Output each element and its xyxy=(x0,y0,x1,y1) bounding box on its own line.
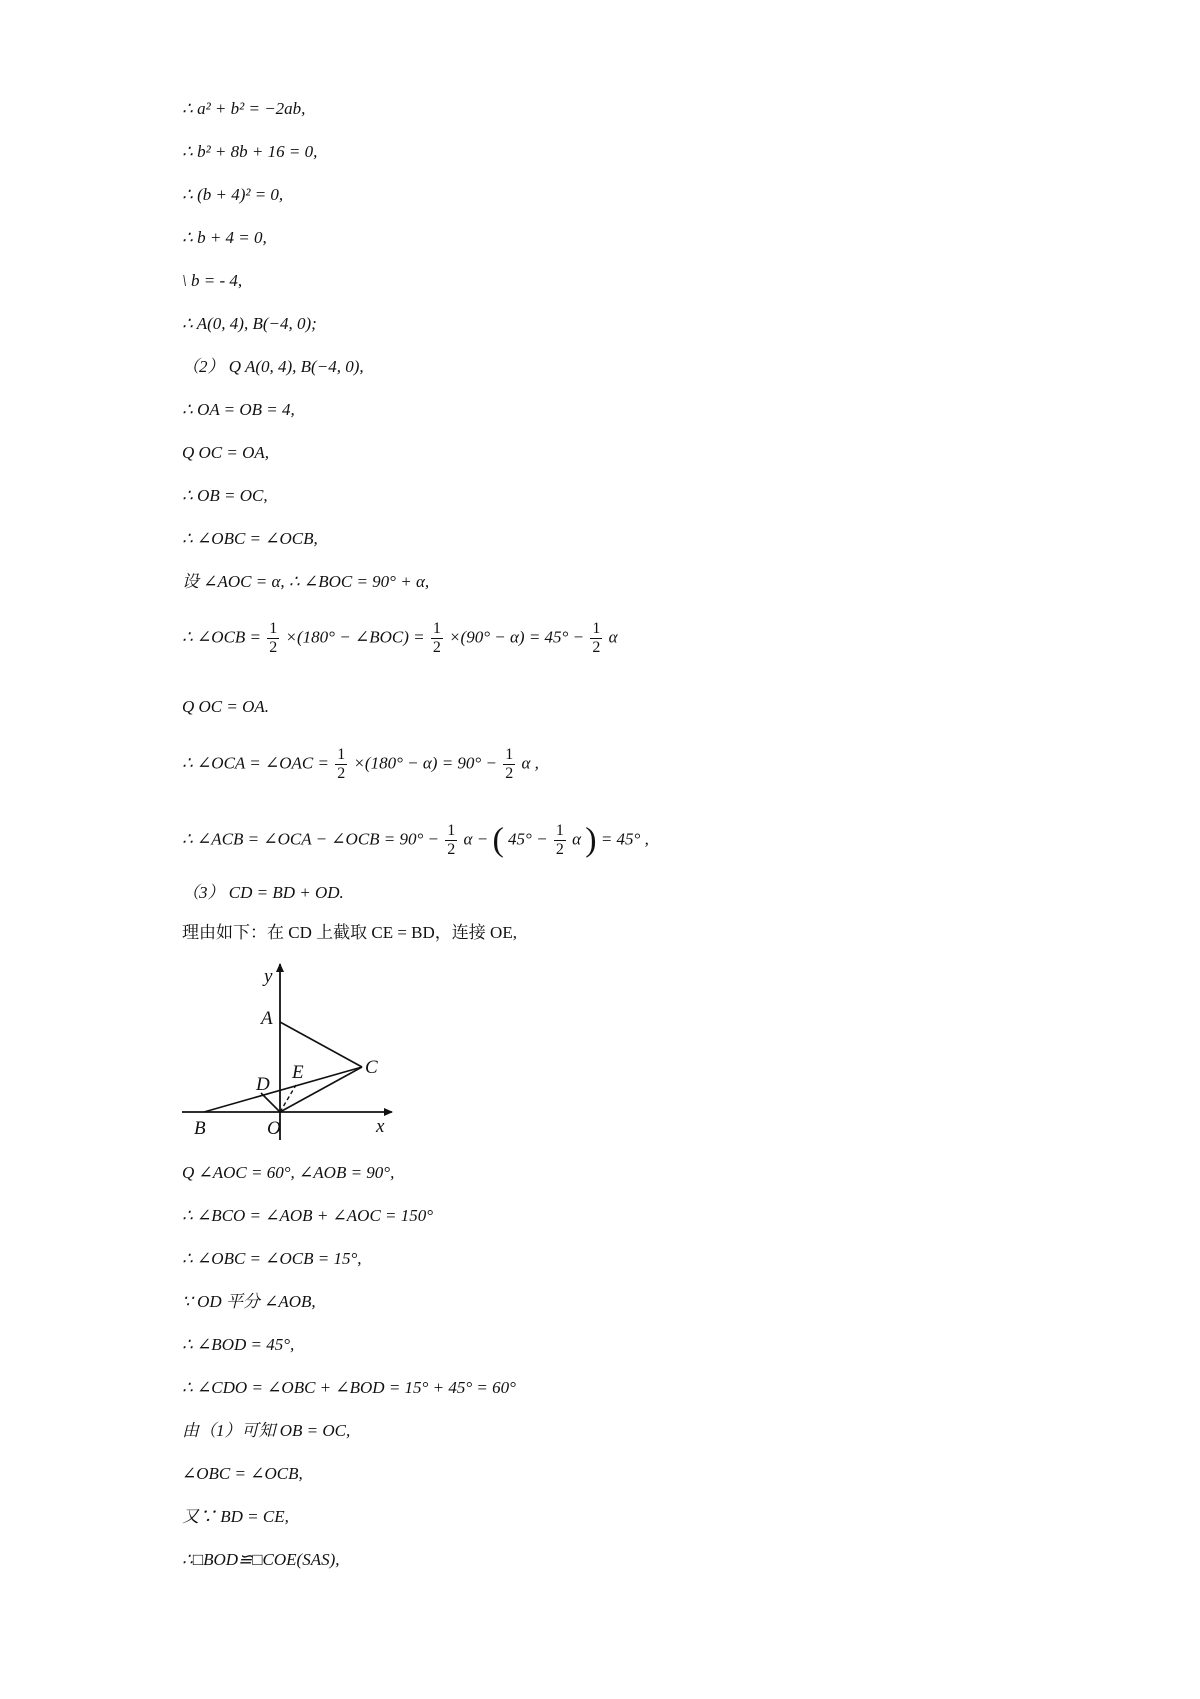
step-line-qoc: Q OC = OA. xyxy=(182,697,270,716)
eq2-f1-num: 1 xyxy=(337,746,346,763)
equation-oca xyxy=(182,746,539,783)
eq3-inner-suffix: α xyxy=(572,829,581,849)
right-paren: ) xyxy=(585,821,597,859)
eq1-fraction-1 xyxy=(267,620,279,657)
segment-AC xyxy=(280,1022,362,1067)
step-line-after-9: 又∵ BD = CE, xyxy=(182,1507,289,1526)
part2-header: （2） Q A(0, 4), B(−4, 0), xyxy=(182,357,364,376)
eq2-suffix: α , xyxy=(521,753,539,773)
step-line-9: Q OC = OA, xyxy=(182,443,270,462)
eq3-f2-den: 2 xyxy=(555,841,564,858)
eq2-f1-den: 2 xyxy=(337,765,346,782)
label-O: O xyxy=(267,1118,281,1139)
eq3-fraction-2 xyxy=(554,822,566,859)
eq1-f2-den: 2 xyxy=(432,639,441,656)
eq2-mid1: ×(180° − α) = 90° − xyxy=(353,753,497,773)
step-line-after-4: ∵ OD 平分 ∠AOB, xyxy=(182,1292,316,1311)
eq1-mid2: ×(90° − α) = 45° − xyxy=(449,627,585,647)
step-line-after-8: ∠OBC = ∠OCB, xyxy=(182,1464,303,1483)
eq1-f1-den: 2 xyxy=(269,639,278,656)
eq2-fraction-2 xyxy=(503,746,515,783)
equation-acb xyxy=(182,822,649,859)
label-D: D xyxy=(256,1074,270,1095)
segment-OD xyxy=(261,1093,280,1112)
eq3-prefix: ∴ ∠ACB = ∠OCA − ∠OCB = 90° − xyxy=(182,829,440,849)
eq2-prefix: ∴ ∠OCA = ∠OAC = xyxy=(182,753,329,773)
eq1-suffix: α xyxy=(608,627,618,647)
step-line-10: ∴ OB = OC, xyxy=(182,486,268,505)
step-line-11: ∴ ∠OBC = ∠OCB, xyxy=(182,529,318,548)
step-line-after-1: Q ∠AOC = 60°, ∠AOB = 90°, xyxy=(182,1163,395,1182)
eq2-f2-num: 1 xyxy=(505,746,514,763)
step-line-12: 设 ∠AOC = α, ∴ ∠BOC = 90° + α, xyxy=(182,572,430,591)
label-x: x xyxy=(376,1116,385,1137)
label-A: A xyxy=(261,1008,273,1029)
segment-BC xyxy=(204,1067,362,1112)
step-line-3: ∴ (b + 4)² = 0, xyxy=(182,185,284,204)
label-y: y xyxy=(264,966,273,987)
step-line-1: ∴ a² + b² = −2ab, xyxy=(182,99,306,118)
eq3-f2-num: 1 xyxy=(555,822,564,839)
step-line-after-7: 由（1）可知 OB = OC, xyxy=(182,1421,351,1440)
part3-header: （3） CD = BD + OD. xyxy=(182,883,344,902)
step-line-after-5: ∴ ∠BOD = 45°, xyxy=(182,1335,295,1354)
eq1-f3-den: 2 xyxy=(592,639,601,656)
step-line-5: \ b = - 4, xyxy=(182,271,243,290)
eq3-fraction-1 xyxy=(445,822,457,859)
eq3-f1-den: 2 xyxy=(447,841,456,858)
eq3-inner: 45° − xyxy=(508,829,548,849)
eq1-f1-num: 1 xyxy=(269,620,278,637)
step-line-after-10: ∴□BOD≌□COE(SAS), xyxy=(182,1550,340,1569)
eq1-mid1: ×(180° − ∠BOC) = xyxy=(285,627,425,647)
eq3-suffix: = 45° , xyxy=(600,829,649,849)
eq1-prefix: ∴ ∠OCB = xyxy=(182,627,262,647)
step-line-2: ∴ b² + 8b + 16 = 0, xyxy=(182,142,318,161)
eq3-mid1: α − xyxy=(463,829,489,849)
reason-line: 理由如下：在 CD 上截取 CE = BD，连接 OE, xyxy=(182,923,517,942)
eq1-f3-num: 1 xyxy=(592,620,601,637)
step-line-after-2: ∴ ∠BCO = ∠AOB + ∠AOC = 150° xyxy=(182,1206,434,1225)
step-line-8: ∴ OA = OB = 4, xyxy=(182,400,295,419)
eq1-fraction-2 xyxy=(431,620,443,657)
step-line-4: ∴ b + 4 = 0, xyxy=(182,228,267,247)
label-C: C xyxy=(365,1057,378,1078)
equation-ocb xyxy=(182,620,618,657)
label-B: B xyxy=(194,1118,206,1139)
eq1-fraction-3 xyxy=(590,620,602,657)
step-line-6: ∴ A(0, 4), B(−4, 0); xyxy=(182,314,317,333)
label-E: E xyxy=(292,1062,304,1083)
eq2-f2-den: 2 xyxy=(505,765,514,782)
eq1-f2-num: 1 xyxy=(432,620,441,637)
left-paren: ( xyxy=(492,821,504,859)
step-line-after-3: ∴ ∠OBC = ∠OCB = 15°, xyxy=(182,1249,362,1268)
geometry-figure xyxy=(180,960,400,1142)
step-line-after-6: ∴ ∠CDO = ∠OBC + ∠BOD = 15° + 45° = 60° xyxy=(182,1378,516,1397)
eq3-f1-num: 1 xyxy=(447,822,456,839)
eq2-fraction-1 xyxy=(335,746,347,783)
